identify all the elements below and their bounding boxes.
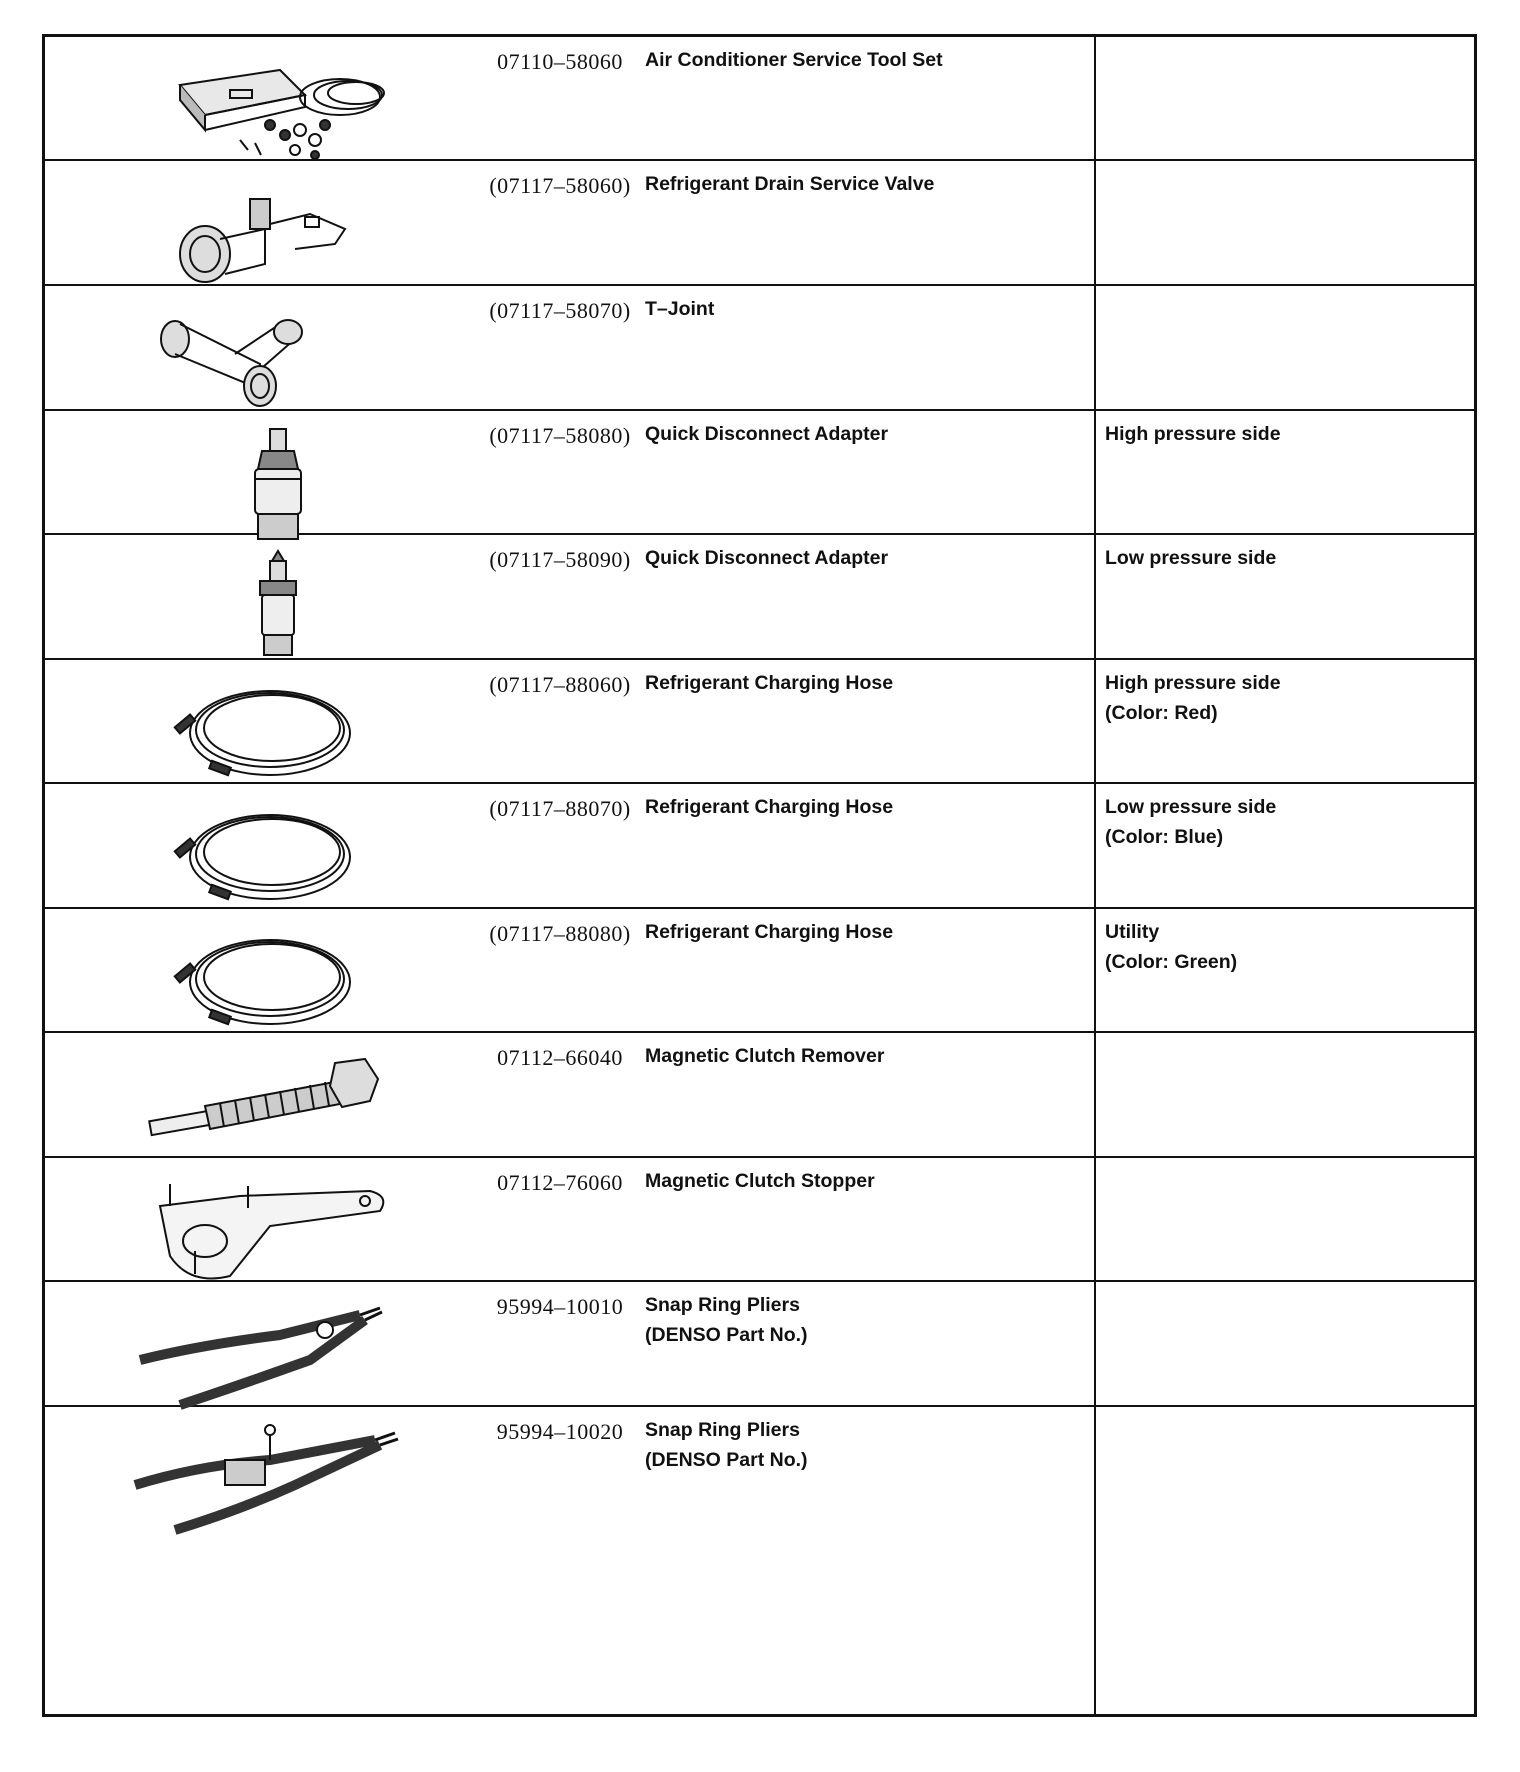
clutch-remover-bolt-icon (105, 1041, 435, 1167)
tool-row (45, 411, 1474, 535)
special-tools-table (42, 34, 1477, 1717)
tool-note-line: Utility (1105, 921, 1160, 943)
tool-name (645, 543, 1085, 573)
tool-row (45, 535, 1474, 660)
t-joint-icon (105, 294, 435, 420)
adapter-small-icon (105, 543, 435, 669)
charging-hose-icon (105, 668, 435, 794)
tool-name-line: T–Joint (645, 298, 715, 320)
tool-name-line: (DENSO Part No.) (645, 1449, 808, 1471)
drain-valve-icon (105, 169, 435, 295)
part-number: (07117–58080) (489, 423, 631, 448)
tool-note-line: Low pressure side (1105, 796, 1277, 818)
part-number: (07117–58090) (489, 547, 631, 572)
tool-name-line: Refrigerant Charging Hose (645, 921, 894, 943)
tool-name-line: Snap Ring Pliers (645, 1294, 800, 1316)
tool-name (645, 294, 1085, 324)
tool-note-line: Low pressure side (1105, 547, 1277, 569)
tool-name (645, 792, 1085, 822)
clutch-stopper-icon (105, 1166, 435, 1292)
tool-note-line: (Color: Red) (1105, 702, 1218, 724)
tool-note (1105, 917, 1465, 977)
charging-hose-icon (105, 917, 435, 1043)
tool-row (45, 1033, 1474, 1158)
tool-row (45, 660, 1474, 784)
tool-note (1105, 792, 1465, 852)
part-number: (07117–58060) (489, 173, 631, 198)
tool-name-line: Refrigerant Drain Service Valve (645, 173, 935, 195)
tool-note-line: (Color: Blue) (1105, 826, 1224, 848)
part-number: (07117–88060) (489, 672, 631, 697)
tool-name (645, 1041, 1085, 1071)
tool-note (1105, 668, 1465, 728)
tool-name (645, 1166, 1085, 1196)
tool-name (645, 419, 1085, 449)
tool-row (45, 1158, 1474, 1282)
tool-name (645, 1290, 1085, 1350)
charging-hose-icon (105, 792, 435, 918)
tool-name-line: Refrigerant Charging Hose (645, 796, 894, 818)
tool-note-line: High pressure side (1105, 423, 1281, 445)
tool-name (645, 45, 1085, 75)
tool-row (45, 161, 1474, 286)
tool-row (45, 1282, 1474, 1407)
part-number: 95994–10020 (496, 1419, 624, 1444)
tool-name-line: Magnetic Clutch Remover (645, 1045, 885, 1067)
tool-note (1105, 543, 1465, 573)
part-number: 95994–10010 (496, 1294, 624, 1319)
tool-row (45, 37, 1474, 161)
tool-note-line: (Color: Green) (1105, 951, 1238, 973)
tool-name (645, 917, 1085, 947)
tool-name (645, 1415, 1085, 1475)
part-number: (07117–88080) (489, 921, 631, 946)
tool-name (645, 668, 1085, 698)
snap-ring-pliers-icon (105, 1290, 435, 1416)
part-number: 07112–66040 (497, 1045, 623, 1070)
adapter-large-icon (105, 419, 435, 545)
tool-name-line: Quick Disconnect Adapter (645, 547, 889, 569)
tool-row (45, 784, 1474, 909)
tool-name (645, 169, 1085, 199)
tool-name-line: (DENSO Part No.) (645, 1324, 808, 1346)
tool-row (45, 286, 1474, 411)
tool-name-line: Air Conditioner Service Tool Set (645, 49, 943, 71)
tool-note (1105, 419, 1465, 449)
tool-name-line: Snap Ring Pliers (645, 1419, 800, 1441)
tool-name-line: Magnetic Clutch Stopper (645, 1170, 875, 1192)
snap-ring-pliers-alt-icon (105, 1415, 435, 1541)
tool-row (45, 909, 1474, 1033)
tool-name-line: Quick Disconnect Adapter (645, 423, 889, 445)
part-number: 07112–76060 (497, 1170, 623, 1195)
tool-set-case-icon (105, 45, 435, 171)
tool-row (45, 1407, 1474, 1717)
tool-note-line: High pressure side (1105, 672, 1281, 694)
tool-name-line: Refrigerant Charging Hose (645, 672, 894, 694)
part-number: (07117–58070) (489, 298, 631, 323)
part-number: 07110–58060 (497, 49, 623, 74)
part-number: (07117–88070) (489, 796, 631, 821)
